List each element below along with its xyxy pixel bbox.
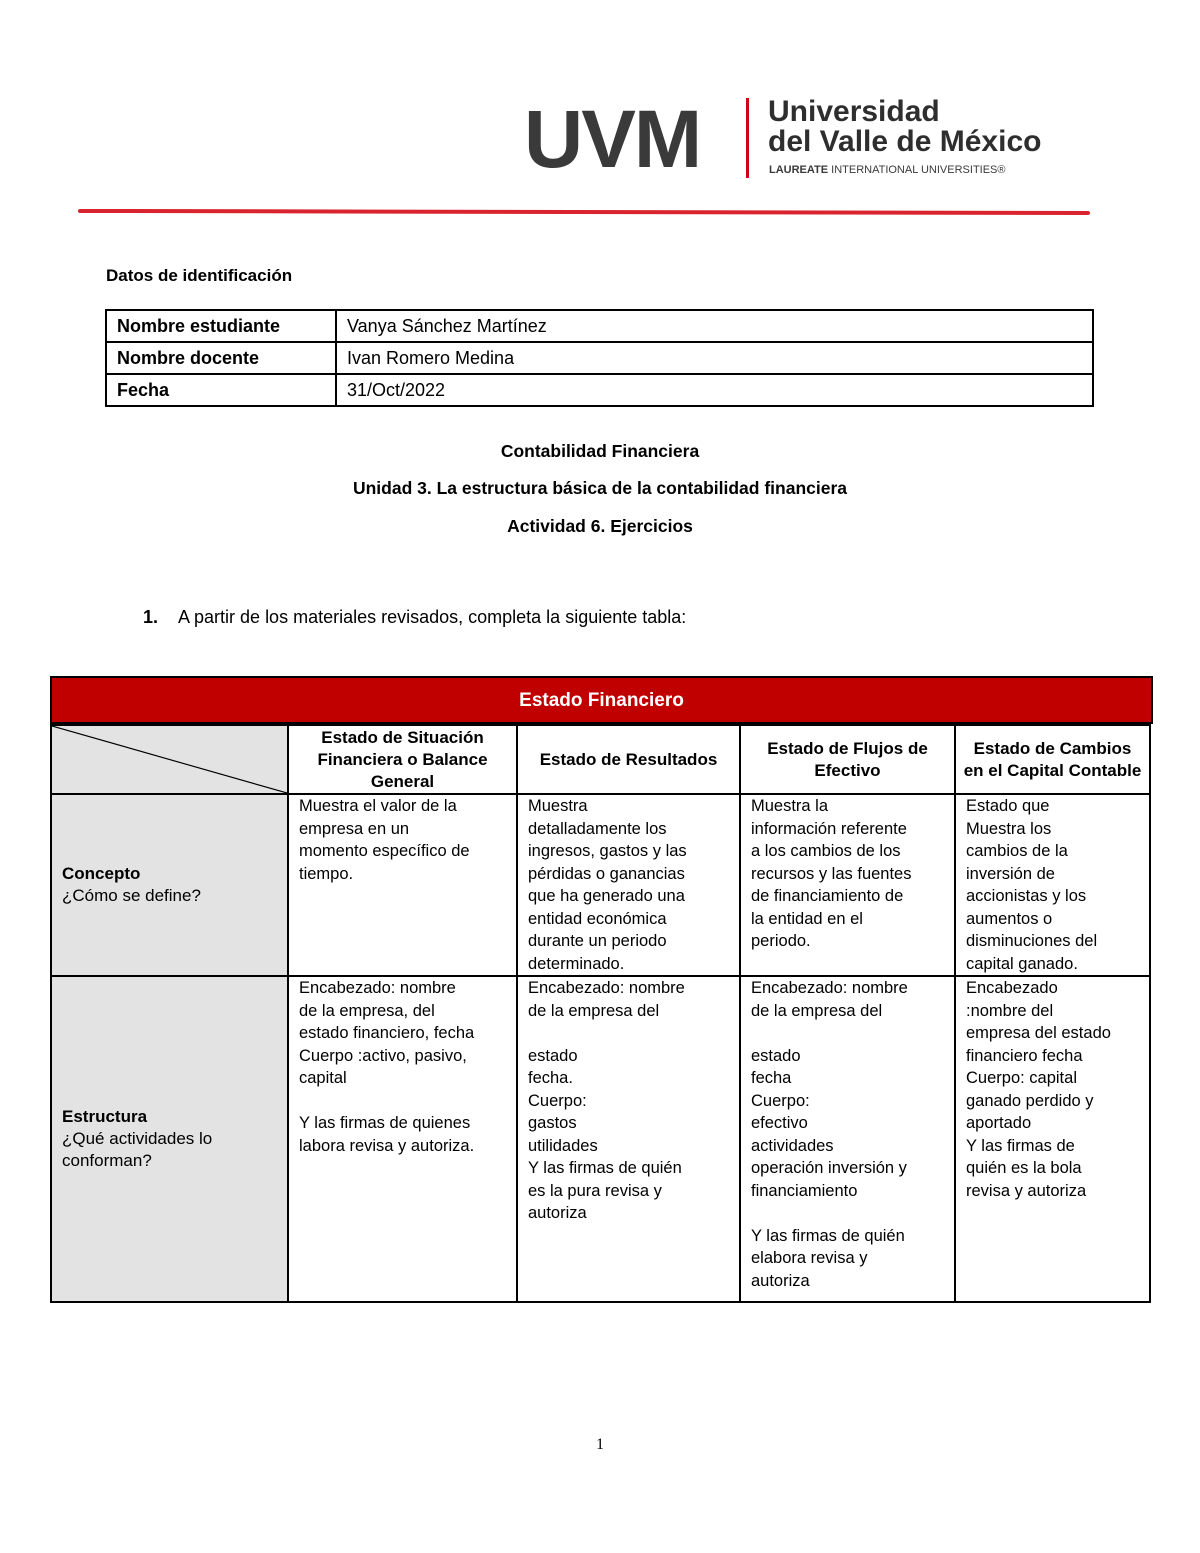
cell-text-line: Muestra (528, 797, 588, 815)
column-header: Estado de Flujos de Efectivo (740, 725, 955, 794)
cell-text-line: aumentos o (966, 909, 1053, 928)
cell-text-line: efectivo (751, 1114, 808, 1132)
row-subtitle: ¿Qué actividades lo conforman? (62, 1129, 213, 1170)
cell-text-line: durante un periodo (528, 932, 667, 950)
statements-grid (50, 724, 1151, 1303)
cell-text-line: momento específico de (299, 842, 470, 860)
page-number: 1 (596, 1436, 604, 1453)
cell-text-line (528, 1022, 729, 1045)
cell-text-line: :nombre del (966, 1001, 1054, 1020)
cell-text-line: información referente (751, 819, 907, 838)
cell-text-line: quién es la bola (966, 1159, 1082, 1177)
cell-text-line: recursos y las fuentes (751, 864, 912, 883)
table-cell (955, 794, 1150, 976)
cell-text-line: Encabezado: nombre (528, 979, 685, 997)
cell-text-line (751, 1202, 944, 1225)
cell-text-line: Y las firmas de quién (528, 1159, 682, 1177)
logo-tagline-rest: INTERNATIONAL UNIVERSITIES® (831, 164, 1006, 176)
cell-text-line: empresa en un (299, 819, 410, 838)
cell-text-line: Encabezado: nombre (751, 979, 908, 997)
cell-text-line: estado financiero, fecha (299, 1024, 475, 1042)
corner-cell (51, 725, 288, 794)
cell-text-line: actividades (751, 1136, 834, 1155)
row-header-concepto (51, 794, 288, 976)
cell-text-line: capital (299, 1069, 347, 1087)
cell-text-line: Y las firmas de quienes (299, 1114, 471, 1132)
table-row (106, 310, 1093, 342)
cell-text-line: autoriza (751, 1271, 810, 1290)
logo-tagline (769, 164, 1006, 176)
student-label: Nombre estudiante (106, 310, 336, 342)
cell-text-line: empresa del estado (966, 1024, 1111, 1042)
identification-table (105, 309, 1094, 407)
cell-text-line: de la empresa, del (299, 1001, 435, 1020)
cell-text-line: periodo. (751, 932, 811, 950)
cell-text-line: detalladamente los (528, 819, 667, 838)
cell-text-line: financiamiento (751, 1181, 858, 1200)
cell-text-line: de la empresa del (751, 1001, 883, 1020)
column-header-row (51, 725, 1150, 794)
cell-text-line: estado (751, 1046, 801, 1065)
cell-text-line: cambios de la (966, 842, 1068, 860)
column-header: Estado de Situación Financiera o Balance General (288, 725, 517, 794)
identification-title: Datos de identificación (106, 266, 293, 285)
cell-text-line: ganado perdido y (966, 1091, 1094, 1110)
cell-text-line: estado (528, 1046, 578, 1065)
teacher-value: Ivan Romero Medina (336, 342, 1093, 374)
cell-text-line: a los cambios de los (751, 842, 901, 860)
cell-text-line: autoriza (528, 1204, 587, 1222)
row-subtitle: ¿Cómo se define? (62, 886, 201, 905)
cell-text-line: Cuerpo: (528, 1091, 587, 1110)
student-value: Vanya Sánchez Martínez (336, 310, 1093, 342)
cell-text-line: de financiamiento de (751, 887, 904, 905)
row-header-estructura (51, 976, 288, 1302)
cell-text-line: Muestra el valor de la (299, 797, 457, 815)
cell-text-line: financiero fecha (966, 1046, 1083, 1065)
cell-text-line: labora revisa y autoriza. (299, 1136, 475, 1155)
financial-statements-table (50, 676, 1149, 1302)
cell-text-line: Muestra la (751, 797, 829, 815)
cell-text-line: Y las firmas de quién (751, 1226, 905, 1245)
subject-title: Contabilidad Financiera (500, 441, 700, 461)
table-row (51, 794, 1150, 976)
teacher-label: Nombre docente (106, 342, 336, 374)
cell-text-line: entidad económica (528, 909, 667, 928)
logo-divider (746, 98, 749, 178)
row-title: Estructura (62, 1107, 148, 1126)
cell-text-line: accionistas y los (966, 887, 1087, 905)
table-cell (288, 794, 517, 976)
cell-text-line (299, 1090, 506, 1113)
table-row (106, 342, 1093, 374)
cell-text-line (751, 1022, 944, 1045)
cell-text-line: que ha generado una (528, 887, 685, 905)
logo-university-line1: Universidad (768, 95, 940, 128)
cell-text-line: Estado que (966, 797, 1050, 815)
table-cell (517, 794, 740, 976)
cell-text-line: gastos (528, 1114, 577, 1132)
cell-text-line: aportado (966, 1114, 1032, 1132)
cell-text-line: Encabezado (966, 979, 1058, 997)
table-cell (288, 976, 517, 1302)
table-cell (517, 976, 740, 1302)
cell-text-line: elabora revisa y (751, 1249, 868, 1267)
cell-text-line: inversión de (966, 864, 1055, 883)
question (143, 607, 686, 628)
header-divider (78, 209, 1090, 215)
cell-text-line: es la pura revisa y (528, 1181, 662, 1200)
question-text: A partir de los materiales revisados, completa la siguiente tabla: (178, 607, 687, 627)
logo-university-line2: del Valle de México (768, 125, 1042, 158)
column-header: Estado de Cambios en el Capital Contable (955, 725, 1150, 794)
cell-text-line: fecha (751, 1069, 792, 1087)
cell-text-line: la entidad en el (751, 909, 863, 928)
table-row (51, 976, 1150, 1302)
cell-text-line: de la empresa del (528, 1001, 660, 1020)
cell-text-line: disminuciones del (966, 932, 1098, 950)
cell-text-line: fecha. (528, 1069, 573, 1087)
table-cell (955, 976, 1150, 1302)
cell-text-line: capital ganado. (966, 954, 1078, 973)
date-label: Fecha (106, 374, 336, 406)
row-title: Concepto (62, 864, 141, 883)
table-cell (740, 976, 955, 1302)
cell-text-line: Cuerpo: (751, 1091, 810, 1110)
cell-text-line: pérdidas o ganancias (528, 864, 685, 883)
university-logo (524, 96, 1044, 186)
activity-title: Actividad 6. Ejercicios (507, 516, 693, 536)
logo-tagline-bold: LAUREATE (769, 164, 829, 176)
cell-text-line: revisa y autoriza (966, 1181, 1087, 1200)
diagonal-line (52, 726, 287, 793)
table-row (106, 374, 1093, 406)
cell-text-line: Muestra los (966, 819, 1052, 838)
cell-text-line: utilidades (528, 1136, 598, 1155)
logo-mark: UVM (524, 94, 701, 185)
cell-text-line: tiempo. (299, 864, 354, 883)
cell-text-line: ingresos, gastos y las (528, 842, 687, 860)
cell-text-line: Cuerpo :activo, pasivo, (299, 1046, 467, 1065)
table-cell (740, 794, 955, 976)
cell-text-line: determinado. (528, 954, 625, 973)
cell-text-line: Cuerpo: capital (966, 1069, 1077, 1087)
cell-text-line: Encabezado: nombre (299, 979, 456, 997)
unit-title: Unidad 3. La estructura básica de la contabilidad financiera (352, 478, 848, 498)
date-value: 31/Oct/2022 (336, 374, 1093, 406)
question-number: 1. (143, 607, 159, 627)
cell-text-line: operación inversión y (751, 1159, 907, 1177)
cell-text-line: Y las firmas de (966, 1136, 1075, 1155)
table-header: Estado Financiero (50, 676, 1153, 724)
column-header: Estado de Resultados (517, 725, 740, 794)
